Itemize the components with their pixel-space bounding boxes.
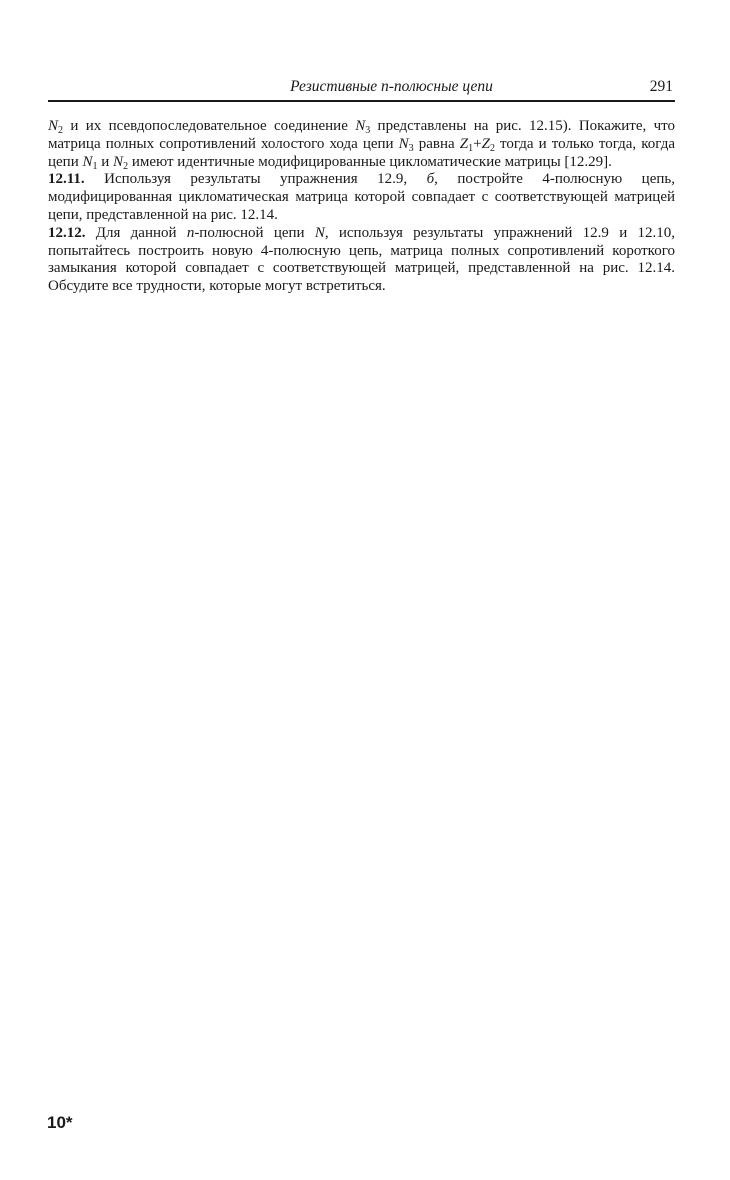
var-N: N	[113, 153, 124, 170]
text-run: , постройте 4-полюсную цепь, модифицированная цикломатическая матрица которой совпадает с соответствующей матрицей цепи, представленной на рис. 12.14.	[48, 171, 675, 223]
var-N: N	[355, 118, 366, 134]
item-letter: б	[426, 171, 435, 188]
subscript: 2	[123, 160, 129, 172]
var-Z: Z	[459, 135, 469, 152]
exercise-number: 12.12.	[48, 224, 86, 241]
var-N: N	[48, 118, 59, 134]
subscript: 3	[365, 125, 371, 136]
text-run: и их псевдопоследовательное соединение	[63, 118, 356, 134]
subscript: 2	[58, 125, 64, 136]
subscript: 2	[489, 142, 495, 154]
paragraph-continuation	[48, 118, 675, 171]
subscript: 3	[408, 142, 414, 154]
running-title: Резистивные n-полюсные цепи	[290, 78, 493, 95]
exercise-number: 12.11.	[48, 171, 85, 188]
var-n: n	[186, 224, 195, 241]
body-text	[48, 118, 675, 296]
plus-sign: +	[473, 135, 482, 152]
text-run: тогда и только тогда, когда цепи	[48, 135, 675, 170]
exercise-12-12	[48, 225, 675, 296]
text-run: Используя результаты упражнения 12.9,	[84, 171, 427, 188]
text-run: -полюсной цепи	[194, 224, 315, 241]
var-N: N	[82, 153, 93, 170]
subscript: 1	[92, 160, 98, 172]
text-run: представлены на рис. 12.15). Покажите, что матрица полных сопротивлений холостого хода цепи	[48, 118, 675, 152]
subscript: 1	[468, 142, 474, 154]
var-Z: Z	[481, 135, 490, 152]
text-run: Для данной	[85, 224, 187, 241]
exercise-12-11	[48, 171, 675, 224]
text-run: равна	[413, 135, 460, 152]
text-run: имеют идентичные модифицированные цикломатические матрицы [12.29].	[128, 153, 612, 170]
running-head	[48, 76, 675, 98]
header-rule	[48, 100, 675, 102]
signature-mark: 10*	[47, 1113, 73, 1132]
text-run: и	[97, 153, 114, 170]
var-N: N	[398, 135, 409, 152]
text-run: , используя результаты упражнений 12.9 и 12.10, попытайтесь построить новую 4-полюсную цепь, матрица полных сопротивлений короткого замыкания которой совпадает с соответствующей матрицей, представленной на рис. 12.14. Обсудите все трудности, которые могут встретиться.	[48, 224, 675, 295]
var-N: N	[314, 224, 325, 241]
page-number: 291	[649, 78, 673, 95]
